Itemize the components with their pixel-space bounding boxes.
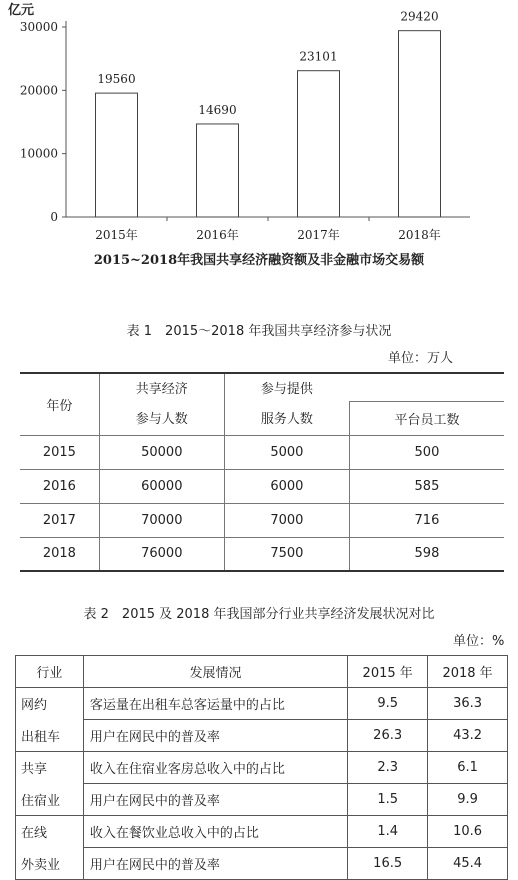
- table-cell: 6000: [224, 469, 349, 503]
- table-cell: 76000: [99, 537, 224, 571]
- table-row: [20, 537, 504, 571]
- table-cell: 9.9: [428, 784, 508, 816]
- table2-header-2018: 2018 年: [428, 656, 508, 688]
- table-cell: 用户在网民中的普及率: [83, 784, 347, 816]
- table-row: [20, 469, 504, 503]
- table-cell: 60000: [99, 469, 224, 503]
- bar-chart: [0, 0, 518, 248]
- table-cell: 500: [349, 435, 504, 469]
- table-cell: 用户在网民中的普及率: [83, 720, 347, 752]
- table-cell: 716: [349, 503, 504, 537]
- table-cell: 收入在住宿业客房总收入中的占比: [83, 752, 347, 784]
- table-row: [20, 435, 504, 469]
- table-cell: 2016: [20, 469, 99, 503]
- table-cell: 在线: [16, 816, 84, 848]
- table-row: [16, 816, 508, 848]
- table-cell: 70000: [99, 503, 224, 537]
- table1-header-year: 年份: [20, 373, 99, 435]
- table-cell: 43.2: [428, 720, 508, 752]
- table-cell: 7000: [224, 503, 349, 537]
- table1-header-participants-1: 共享经济: [99, 373, 224, 401]
- y-axis-label: 亿元: [8, 3, 35, 18]
- table-cell: 共享: [16, 752, 84, 784]
- table1-header-providers-2: 服务人数: [224, 401, 349, 435]
- table-row: [20, 503, 504, 537]
- y-tick-label: 10000: [19, 146, 58, 161]
- table-cell: 45.4: [428, 848, 508, 880]
- chart-title: 2015~2018年我国共享经济融资额及非金融市场交易额: [93, 253, 425, 268]
- bar: [96, 93, 138, 217]
- data-label: 23101: [299, 49, 338, 64]
- table-cell: 出租车: [16, 720, 84, 752]
- table-row: [16, 720, 508, 752]
- table-cell: 6.1: [428, 752, 508, 784]
- bar: [298, 71, 340, 217]
- table-cell: 9.5: [348, 688, 428, 720]
- table1-unit: 单位：万人: [388, 351, 454, 366]
- table-cell: 26.3: [348, 720, 428, 752]
- table-row: [16, 752, 508, 784]
- table1-header-staff: 平台员工数: [349, 401, 504, 435]
- table-cell: 客运量在出租车总客运量中的占比: [83, 688, 347, 720]
- y-tick-label: 30000: [19, 20, 58, 34]
- table-header-row: [16, 656, 508, 688]
- table2-title: 表 2 2015 及 2018 年我国部分行业共享经济发展状况对比: [83, 607, 435, 622]
- bar: [197, 124, 239, 217]
- table2-header-industry: 行业: [16, 656, 84, 688]
- y-tick-label: 0: [50, 210, 58, 224]
- table-cell: 5000: [224, 435, 349, 469]
- table2: [15, 655, 508, 880]
- table-cell: 用户在网民中的普及率: [83, 848, 347, 880]
- table-cell: 36.3: [428, 688, 508, 720]
- table-cell: 2017: [20, 503, 99, 537]
- table-cell: 10.6: [428, 816, 508, 848]
- table-cell: 2.3: [348, 752, 428, 784]
- table-cell: 住宿业: [16, 784, 84, 816]
- table-cell: 1.4: [348, 816, 428, 848]
- bar: [399, 31, 441, 217]
- table-cell: 网约: [16, 688, 84, 720]
- table1-header-providers-1: 参与提供: [224, 373, 504, 401]
- data-label: 29420: [400, 9, 439, 24]
- table-cell: 1.5: [348, 784, 428, 816]
- table2-header-situation: 发展情况: [83, 656, 347, 688]
- x-tick-label: 2018年: [398, 228, 441, 242]
- table1-title: 表 1 2015～2018 年我国共享经济参与状况: [126, 324, 392, 339]
- table-cell: 收入在餐饮业总收入中的占比: [83, 816, 347, 848]
- x-tick-label: 2016年: [196, 228, 239, 242]
- table-cell: 16.5: [348, 848, 428, 880]
- table-row: [16, 688, 508, 720]
- table-row: [16, 848, 508, 880]
- table-cell: 50000: [99, 435, 224, 469]
- x-tick-label: 2015年: [95, 228, 138, 242]
- table-cell: 2018: [20, 537, 99, 571]
- table-cell: 598: [349, 537, 504, 571]
- table-cell: 2015: [20, 435, 99, 469]
- x-tick-label: 2017年: [297, 228, 340, 242]
- table-cell: 外卖业: [16, 848, 84, 880]
- y-tick-label: 20000: [19, 83, 58, 98]
- table-cell: 7500: [224, 537, 349, 571]
- table1: [20, 372, 504, 572]
- data-label: 19560: [97, 72, 136, 87]
- table2-header-2015: 2015 年: [348, 656, 428, 688]
- table2-unit: 单位：%: [453, 634, 505, 649]
- data-label: 14690: [198, 102, 237, 117]
- table1-header-participants-2: 参与人数: [99, 401, 224, 435]
- table-cell: 585: [349, 469, 504, 503]
- table-row: [16, 784, 508, 816]
